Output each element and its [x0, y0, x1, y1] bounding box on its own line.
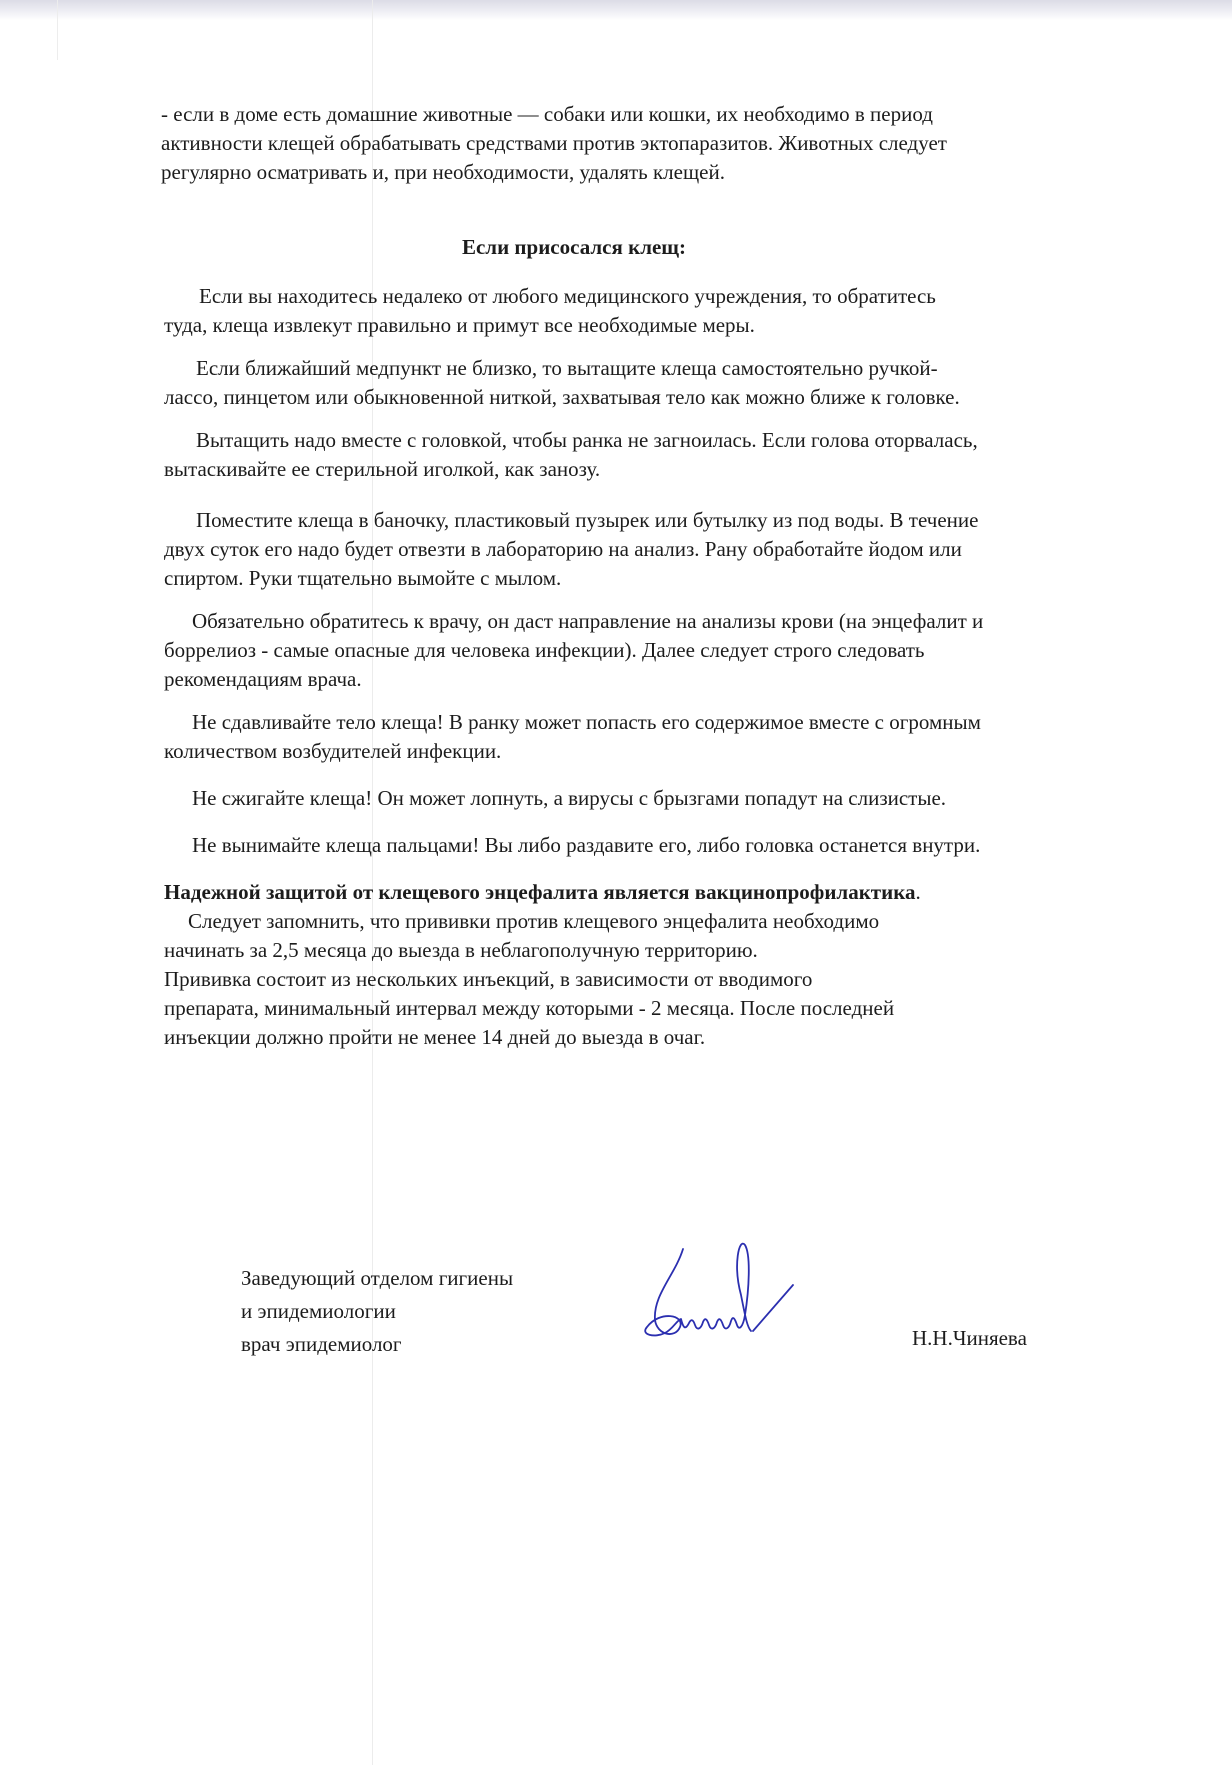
scan-fold-line [57, 0, 58, 60]
text-line: туда, клеща извлекут правильно и примут все необходимые меры. [164, 313, 755, 337]
text-line: Вытащить надо вместе с головкой, чтобы ранка не загноилась. Если голова оторвалась, [196, 428, 978, 452]
scan-edge-shadow [0, 0, 1232, 20]
paragraph-no-fingers [164, 831, 1144, 860]
text-line: Не сжигайте клеща! Он может лопнуть, а вирусы с брызгами попадут на слизистые. [192, 786, 947, 810]
document-body [161, 100, 1144, 1052]
signatory-name: Н.Н.Чиняева [912, 1326, 1027, 1350]
text-line: двух суток его надо будет отвезти в лабораторию на анализ. Рану обработайте йодом или [164, 537, 962, 561]
text-line: количеством возбудителей инфекции. [164, 739, 502, 763]
text-line: лассо, пинцетом или обыкновенной ниткой, захватывая тело как можно ближе к головке. [164, 385, 960, 409]
position-line: Заведующий отделом гигиены [241, 1266, 514, 1290]
text-line: - если в доме есть домашние животные — собаки или кошки, их необходимо в период [161, 102, 933, 126]
paragraph-do-not-burn [164, 784, 1144, 813]
text-line: активности клещей обрабатывать средствами против эктопаразитов. Животных следует [161, 131, 947, 155]
vaccine-heading-text: Надежной защитой от клещевого энцефалита является вакцинопрофилактика [164, 880, 916, 904]
signatory-position [241, 1262, 513, 1361]
text-line: Не сдавливайте тело клеща! В ранку может попасть его содержимое вместе с огромным [192, 710, 981, 734]
paragraph-see-doctor [164, 607, 1144, 694]
text-line: спиртом. Руки тщательно вымойте с мылом. [164, 566, 562, 590]
text-line: Следует запомнить, что прививки против клещевого энцефалита необходимо [188, 909, 880, 933]
position-line: и эпидемиологии [241, 1299, 396, 1323]
paragraph-medical-facility [164, 282, 1144, 340]
text-line: инъекции должно пройти не менее 14 дней до выезда в очаг. [164, 1025, 706, 1049]
paragraph-lab-analysis [164, 506, 1144, 593]
intro-paragraph [161, 100, 1144, 187]
vaccine-paragraph [164, 878, 1144, 1052]
text-line: Не вынимайте клеща пальцами! Вы либо раздавите его, либо головка останется внутри. [192, 833, 981, 857]
text-line: начинать за 2,5 месяца до выезда в неблагополучную территорию. [164, 938, 758, 962]
text-line: регулярно осматривать и, при необходимости, удалять клещей. [161, 160, 725, 184]
text-line: Если вы находитесь недалеко от любого медицинского учреждения, то обратитесь [199, 284, 936, 308]
text-line: рекомендациям врача. [164, 667, 362, 691]
text-line: Если ближайший медпункт не близко, то вытащите клеща самостоятельно ручкой- [196, 356, 938, 380]
text-line: Обязательно обратитесь к врачу, он даст направление на анализы крови (на энцефалит и [192, 609, 984, 633]
vaccine-heading-period: . [915, 880, 921, 904]
section-heading: Если присосался клещ: [461, 235, 687, 259]
text-line: вытаскивайте ее стерильной иголкой, как занозу. [164, 457, 601, 481]
paragraph-self-removal [164, 354, 1144, 412]
handwritten-signature [625, 1235, 805, 1355]
paragraph-do-not-squeeze [164, 708, 1144, 766]
text-line: Поместите клеща в баночку, пластиковый пузырек или бутылку из под воды. В течение [196, 508, 979, 532]
text-line: препарата, минимальный интервал между которыми - 2 месяца. После последней [164, 996, 895, 1020]
vaccine-heading [164, 878, 1144, 907]
paragraph-head-removal [164, 426, 1144, 484]
text-line: Прививка состоит из нескольких инъекций, в зависимости от вводимого [164, 967, 813, 991]
text-line: боррелиоз - самые опасные для человека инфекции). Далее следует строго следовать [164, 638, 925, 662]
position-line: врач эпидемиолог [241, 1332, 402, 1356]
